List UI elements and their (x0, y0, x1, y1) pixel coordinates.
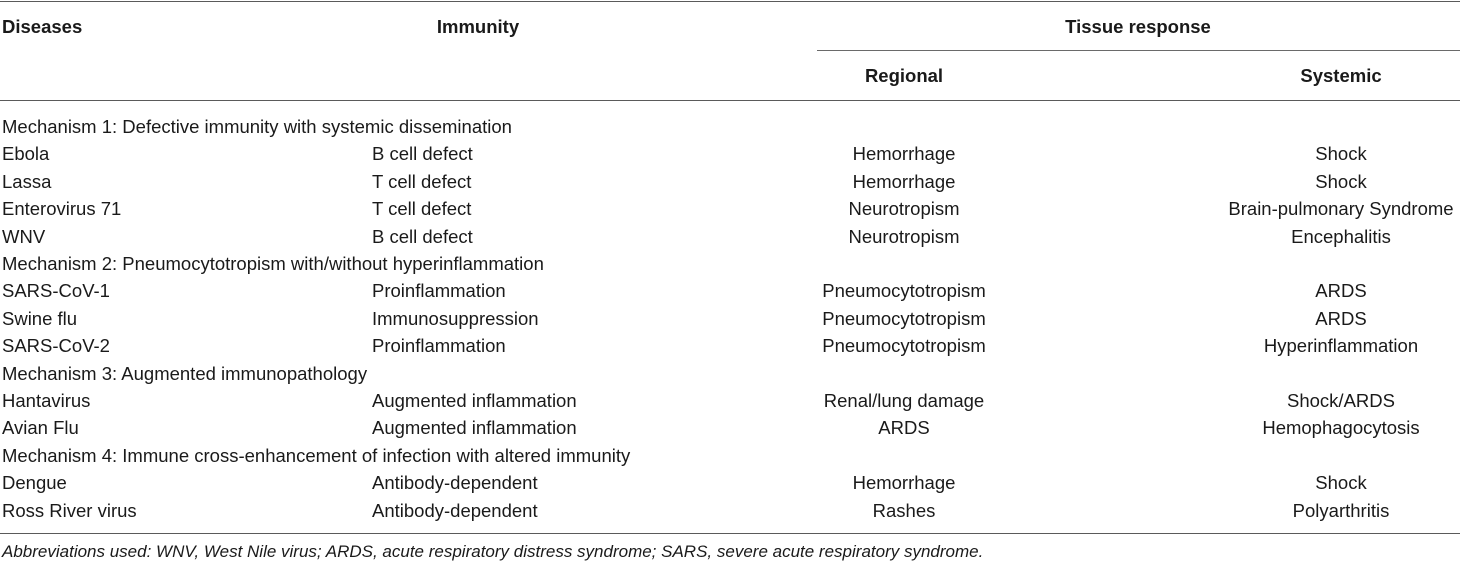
cell-disease: SARS-CoV-2 (2, 335, 110, 357)
cell-immunity: Antibody-dependent (372, 472, 538, 494)
cell-immunity: Proinflammation (372, 335, 506, 357)
cell-systemic: Shock (1315, 170, 1367, 192)
cell-disease: SARS-CoV-1 (2, 280, 110, 302)
cell-regional: Rashes (872, 499, 936, 521)
cell-systemic: Hyperinflammation (1263, 335, 1419, 357)
section-heading: Mechanism 4: Immune cross-enhancement of infection with altered immunity (2, 444, 631, 466)
cell-regional: Neurotropism (848, 225, 960, 247)
cell-systemic: Shock (1315, 143, 1367, 165)
cell-immunity: B cell defect (372, 143, 473, 165)
cell-disease: Dengue (2, 472, 67, 494)
cell-systemic: Shock (1315, 472, 1367, 494)
header-regional: Regional (864, 65, 944, 86)
cell-immunity: Antibody-dependent (372, 499, 538, 521)
section-heading: Mechanism 1: Defective immunity with systemic dissemination (2, 116, 512, 137)
bottom-rule (0, 533, 1460, 534)
cell-immunity: T cell defect (372, 198, 472, 220)
cell-regional: Hemorrhage (852, 472, 956, 494)
cell-disease: Lassa (2, 170, 52, 192)
section-heading: Mechanism 2: Pneumocytotropism with/without hyperinflammation (2, 253, 544, 274)
header-diseases: Diseases (2, 16, 83, 37)
cell-systemic: Encephalitis (1291, 225, 1391, 247)
header-tissue-response: Tissue response (1065, 16, 1211, 37)
cell-systemic: Brain-pulmonary Syndrome (1228, 198, 1454, 220)
top-rule (0, 1, 1460, 2)
cell-immunity: T cell defect (372, 170, 472, 192)
cell-regional: Neurotropism (848, 198, 960, 220)
cell-regional: Renal/lung damage (823, 390, 985, 411)
cell-regional: Hemorrhage (852, 143, 956, 165)
cell-disease: Avian Flu (2, 417, 79, 439)
cell-regional: Hemorrhage (852, 170, 956, 192)
header-systemic: Systemic (1300, 65, 1382, 86)
cell-systemic: Hemophagocytosis (1262, 417, 1420, 439)
header-bottom-rule (0, 100, 1460, 101)
cell-systemic: Shock/ARDS (1287, 390, 1395, 411)
cell-systemic: Polyarthritis (1292, 499, 1390, 521)
cell-disease: Ebola (2, 143, 50, 165)
cell-disease: Enterovirus 71 (2, 198, 122, 220)
cell-disease: Hantavirus (2, 390, 91, 411)
cell-regional: Pneumocytotropism (822, 335, 986, 357)
cell-disease: WNV (2, 225, 46, 247)
cell-immunity: Augmented inflammation (372, 390, 577, 411)
tissue-response-underline (817, 50, 1460, 51)
cell-disease: Ross River virus (2, 499, 137, 521)
header-immunity: Immunity (436, 16, 520, 37)
cell-disease: Swine flu (2, 307, 78, 329)
cell-immunity: Augmented inflammation (372, 417, 577, 439)
cell-regional: ARDS (878, 417, 930, 439)
cell-systemic: ARDS (1315, 280, 1367, 302)
table-footnote: Abbreviations used: WNV, West Nile virus; ARDS, acute respiratory distress syndrome; SARS, severe acute respiratory syndrome. (2, 542, 984, 561)
section-heading: Mechanism 3: Augmented immunopathology (2, 362, 368, 384)
cell-systemic: ARDS (1315, 307, 1367, 329)
cell-regional: Pneumocytotropism (822, 307, 986, 329)
cell-regional: Pneumocytotropism (822, 280, 986, 302)
cell-immunity: Proinflammation (372, 280, 506, 302)
cell-immunity: Immunosuppression (372, 307, 539, 329)
cell-immunity: B cell defect (372, 225, 473, 247)
